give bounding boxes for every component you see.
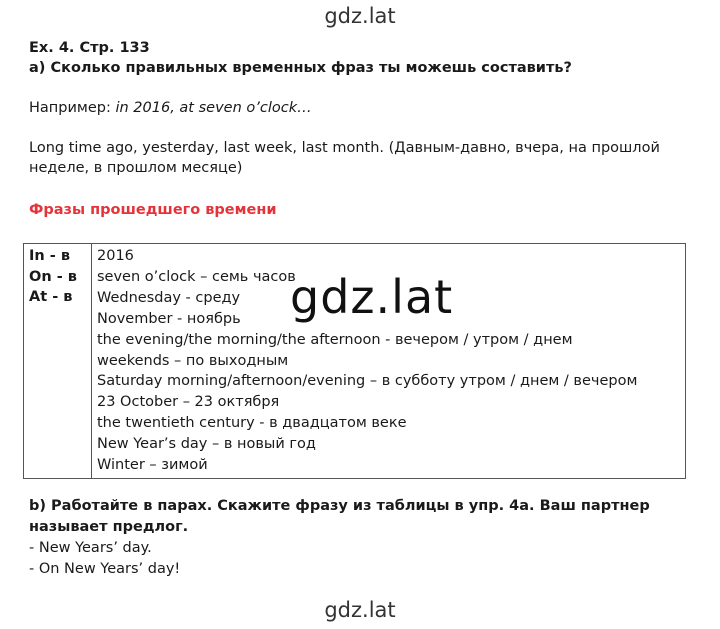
intro-line: Long time ago, yesterday, last week, last month. (Давным-давно, вчера, на прошлой неделе, в прошлом месяце) (29, 140, 660, 176)
phrase-item: seven o’clock – семь часов (97, 268, 296, 285)
document-body (29, 38, 699, 220)
phrase-item: Saturday morning/afternoon/evening – в субботу утром / днем / вечером (97, 373, 638, 390)
section-title: Фразы прошедшего времени (29, 202, 277, 218)
preposition-item: At - в (29, 289, 73, 305)
task-b-heading: b) Работайте в парах. Скажите фразу из таблицы в упр. 4а. Ваш партнер называет предлог. (29, 498, 650, 535)
phrase-item: Wednesday - среду (97, 289, 241, 306)
watermark-top: gdz.lat (324, 4, 396, 28)
preposition-item: On - в (29, 268, 77, 285)
watermark-center: gdz.lat (290, 270, 454, 324)
phrase-item: November - ноябрь (97, 310, 241, 327)
exercise-number: Ex. 4. Стр. 133 (29, 40, 150, 56)
phrase-item: the twentieth century - в двадцатом веке (97, 415, 407, 432)
phrase-item: the evening/the morning/the afternoon - вечером / утром / днем (97, 331, 573, 348)
dialogue-line: - New Years’ day. (29, 540, 152, 556)
watermark-bottom: gdz.lat (324, 598, 396, 622)
dialogue-line: - On New Years’ day! (29, 561, 181, 577)
example-text: in 2016, at seven o’clock… (115, 100, 312, 116)
preposition-item: In - в (29, 248, 71, 264)
phrase-item: Winter – зимой (97, 457, 208, 474)
phrase-item: New Year’s day – в новый год (97, 436, 316, 453)
phrase-item: weekends – по выходным (97, 352, 289, 369)
phrase-item: 23 October – 23 октября (97, 394, 280, 411)
phrase-item: 2016 (97, 248, 134, 264)
task-b-section (29, 496, 689, 580)
example-label: Например: (29, 100, 116, 116)
task-a-heading: a) Сколько правильных временных фраз ты можешь составить? (29, 60, 572, 76)
prepositions-cell (24, 244, 92, 479)
example-line (29, 98, 699, 118)
